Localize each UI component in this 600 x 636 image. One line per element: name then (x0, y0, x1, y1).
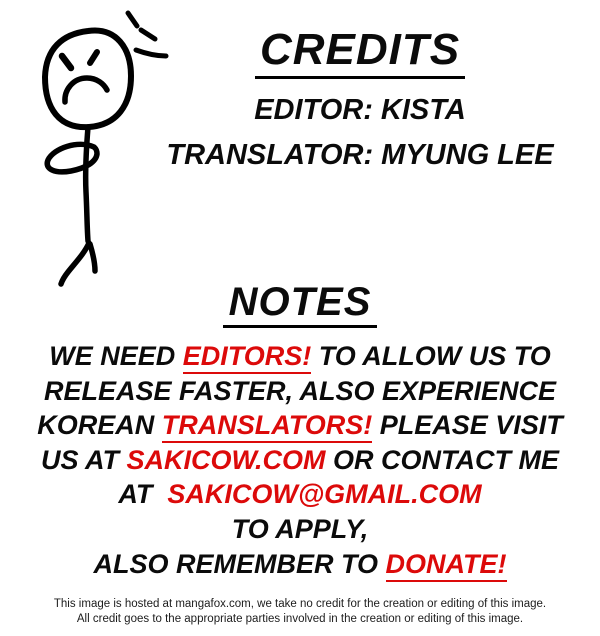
notes-line (0, 443, 600, 478)
notes-line (0, 339, 600, 374)
notes-text: RELEASE FASTER, ALSO EXPERIENCE (43, 375, 557, 406)
credits-title: CREDITS (255, 28, 465, 79)
figure-emphasis-line (128, 13, 137, 26)
notes-line (0, 477, 600, 512)
notes-line (0, 512, 600, 547)
figure-right-eye (90, 52, 97, 63)
translators-highlight: TRANSLATORS! (162, 410, 373, 443)
figure-right-leg (90, 244, 95, 271)
disclaimer-line-2: All credit goes to the appropriate parties involved in the creation or editing of this image. (76, 613, 524, 625)
figure-frown-mouth (65, 78, 107, 102)
credits-title-row (130, 25, 590, 79)
figure-left-leg (61, 243, 89, 284)
disclaimer-line-1: This image is hosted at mangafox.com, we take no credit for the creation or editing of this image. (53, 598, 547, 610)
notes-text: ALSO REMEMBER TO (93, 548, 386, 579)
notes-text: PLEASE VISIT (372, 410, 563, 441)
notes-line (0, 374, 600, 409)
notes-section (0, 282, 600, 581)
donate-highlight: DONATE! (386, 549, 507, 582)
notes-title: NOTES (223, 282, 378, 328)
figure-arms (47, 144, 97, 171)
notes-text: KOREAN (37, 410, 162, 441)
notes-line (0, 547, 600, 582)
hosting-disclaimer (0, 597, 600, 627)
figure-left-eye (62, 56, 71, 68)
contact-email-text: SAKICOW@GMAIL.COM (167, 479, 482, 510)
notes-line (0, 408, 600, 443)
notes-text: AT (118, 479, 168, 510)
notes-text: TO APPLY, (231, 513, 369, 544)
credits-section (130, 25, 590, 171)
notes-text: US AT (41, 444, 127, 475)
notes-text: WE NEED (49, 341, 183, 371)
notes-title-row (0, 282, 600, 328)
editor-credit: EDITOR: KISTA (254, 94, 466, 126)
notes-text: TO ALLOW US TO (311, 341, 551, 371)
translator-credit: TRANSLATOR: MYUNG LEE (166, 139, 554, 171)
editors-highlight: EDITORS! (183, 341, 312, 374)
sakicow-site-text: SAKICOW.COM (126, 444, 326, 475)
notes-text: OR CONTACT ME (325, 444, 559, 475)
